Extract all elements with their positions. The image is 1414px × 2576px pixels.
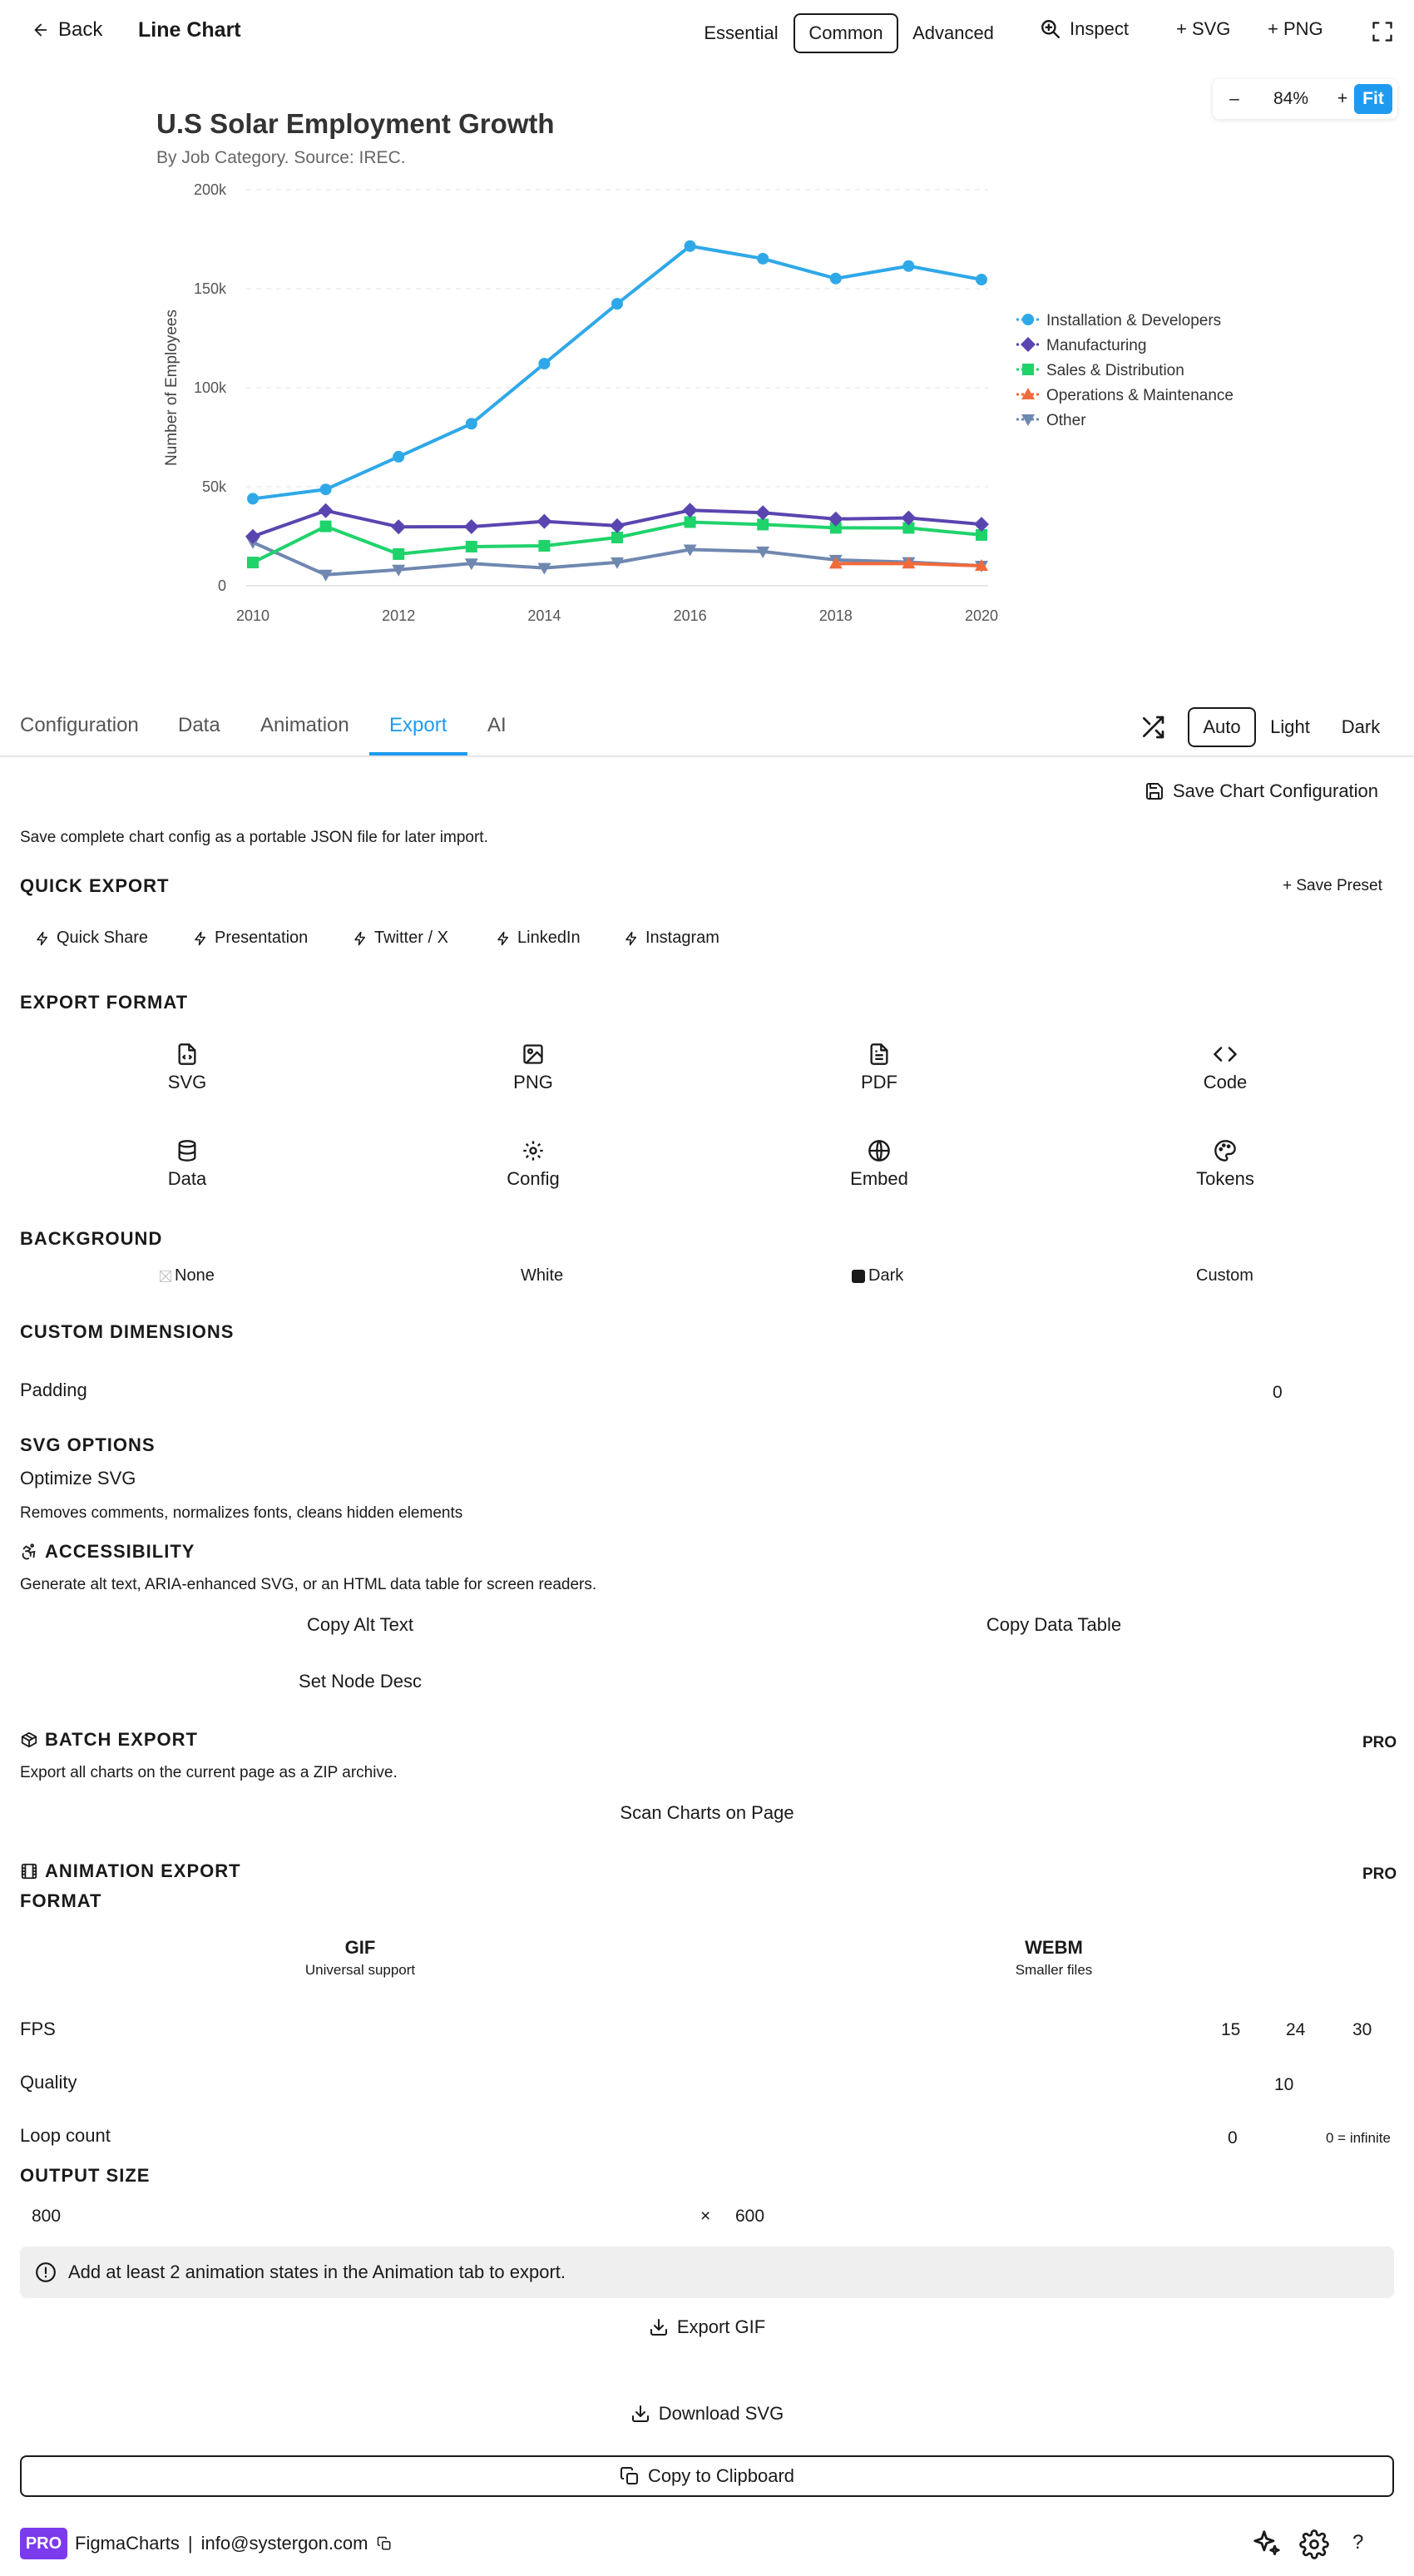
data-point [611, 298, 623, 310]
legend-marker [1022, 364, 1034, 375]
data-point [976, 274, 987, 285]
export-gif-button[interactable] [20, 2316, 1394, 2338]
background-none[interactable] [160, 1266, 215, 1286]
copy-data-table-button[interactable]: Copy Data Table [986, 1614, 1122, 1635]
format-data-button[interactable] [125, 1138, 250, 1190]
copy-alt-text-button[interactable]: Copy Alt Text [307, 1614, 413, 1635]
preset-label: Presentation [215, 929, 309, 947]
animation-format-heading: FORMAT [20, 1890, 102, 1911]
mode-tab-advanced[interactable]: Advanced [912, 22, 994, 43]
batch-export-header [20, 1729, 198, 1751]
help-button[interactable]: ? [1352, 2531, 1364, 2554]
format-config-button[interactable] [471, 1138, 596, 1190]
data-point [393, 451, 404, 463]
background-label: None [175, 1266, 215, 1285]
format-tokens-button[interactable] [1163, 1138, 1288, 1190]
y-tick-label: 150k [193, 280, 226, 297]
scan-charts-button[interactable]: Scan Charts on Page [620, 1802, 794, 1823]
accessibility-desc: Generate alt text, ARIA-enhanced SVG, or an HTML data table for screen readers. [20, 1576, 597, 1593]
lightning-icon [193, 930, 208, 947]
preset-instagram[interactable] [624, 929, 719, 948]
preset-presentation[interactable] [193, 929, 308, 948]
data-point [757, 253, 769, 265]
expand-icon[interactable] [1371, 20, 1394, 43]
data-point [464, 519, 479, 534]
tabs-divider [0, 755, 1414, 757]
brand-name: FigmaCharts [75, 2533, 180, 2554]
format-embed-button[interactable] [817, 1138, 942, 1190]
optimize-svg-toggle[interactable]: Optimize SVG [20, 1468, 136, 1489]
x-tick-label: 2010 [235, 607, 270, 624]
zoom-value: 84% [1273, 89, 1309, 108]
save-preset-button[interactable]: + Save Preset [1283, 877, 1382, 894]
loop-count-hint: 0 = infinite [1326, 2130, 1391, 2146]
shuffle-icon[interactable] [1140, 714, 1166, 741]
lightning-icon [35, 930, 50, 947]
pro-badge: PRO [1362, 1734, 1397, 1751]
zoom-in-button[interactable]: + [1337, 89, 1348, 108]
data-point [466, 418, 477, 429]
x-tick-label: 2014 [527, 607, 561, 624]
background-white[interactable]: White [521, 1266, 564, 1285]
background-label: Dark [868, 1266, 904, 1285]
custom-dimensions-heading: CUSTOM DIMENSIONS [20, 1321, 235, 1342]
footer-info [75, 2533, 392, 2554]
times-symbol: × [700, 2207, 711, 2226]
quality-input[interactable]: 10 [1274, 2075, 1294, 2094]
y-tick-label: 200k [193, 181, 226, 198]
background-heading: BACKGROUND [20, 1228, 163, 1249]
zoom-out-button[interactable]: – [1229, 89, 1239, 108]
top-bar [0, 0, 1414, 65]
lightning-icon [624, 930, 639, 947]
data-point [610, 518, 625, 533]
tab-export[interactable]: Export [389, 714, 447, 736]
pro-badge: PRO [1362, 1865, 1397, 1883]
legend-marker [1022, 314, 1034, 325]
mode-tab-essential[interactable]: Essential [704, 22, 779, 43]
tab-data[interactable]: Data [178, 714, 220, 736]
inspect-label: Inspect [1070, 18, 1129, 39]
data-point [319, 503, 334, 518]
loop-count-input[interactable]: 0 [1228, 2128, 1238, 2147]
zoom-in-icon [1040, 18, 1061, 40]
fps-option-30[interactable]: 30 [1352, 2020, 1372, 2039]
preset-quick-share[interactable] [35, 929, 148, 948]
film-icon [20, 1862, 38, 1880]
format-label: Config [507, 1168, 560, 1189]
series-line [253, 246, 981, 499]
lightning-icon [353, 930, 368, 947]
data-point [247, 557, 259, 568]
download-icon [630, 2404, 650, 2424]
format-label: Tokens [1196, 1168, 1254, 1189]
data-point [391, 519, 406, 534]
fps-option-24[interactable]: 24 [1286, 2020, 1306, 2039]
data-point [685, 516, 696, 528]
theme-dark[interactable]: Dark [1341, 716, 1381, 737]
transparent-swatch-icon [160, 1271, 171, 1282]
data-point [538, 358, 550, 369]
legend-label: Other [1046, 412, 1086, 429]
preset-label: Quick Share [57, 929, 149, 947]
format-pdf-button[interactable] [817, 1042, 942, 1093]
mode-tab-common[interactable]: Common [794, 13, 898, 53]
database-icon [125, 1138, 250, 1163]
loop-count-label: Loop count [20, 2125, 111, 2146]
data-point [320, 483, 332, 495]
copy-clipboard-button[interactable] [20, 2455, 1394, 2497]
format-label: PDF [861, 1072, 897, 1092]
add-png-button[interactable]: + PNG [1268, 18, 1323, 39]
fps-label: FPS [20, 2019, 56, 2039]
data-point [902, 260, 914, 272]
batch-export-desc: Export all charts on the current page as a ZIP archive. [20, 1764, 398, 1781]
format-label: PNG [513, 1072, 553, 1092]
y-axis-label: Number of Employees [163, 310, 180, 466]
data-point [320, 521, 332, 533]
legend-label: Manufacturing [1046, 337, 1147, 354]
package-icon [20, 1731, 38, 1749]
download-svg-button[interactable] [20, 2403, 1394, 2425]
format-webm-option[interactable] [714, 1937, 1394, 1979]
legend-label: Installation & Developers [1046, 312, 1222, 329]
save-config-label: Save Chart Configuration [1173, 780, 1379, 801]
padding-input[interactable]: 0 [1273, 1383, 1283, 1402]
y-tick-label: 50k [201, 478, 226, 495]
info-icon [35, 2261, 57, 2283]
line-chart [0, 166, 1414, 649]
background-custom[interactable]: Custom [1196, 1266, 1253, 1285]
preset-label: Instagram [645, 929, 719, 947]
file-text-icon [817, 1042, 942, 1067]
back-label: Back [58, 18, 103, 41]
quick-export-heading: QUICK EXPORT [20, 875, 170, 896]
data-point [247, 493, 259, 504]
zoom-fit-button[interactable]: Fit [1354, 84, 1392, 114]
background-dark[interactable] [852, 1266, 903, 1286]
format-label: Code [1203, 1072, 1248, 1092]
data-point [683, 503, 698, 518]
quality-label: Quality [20, 2072, 77, 2093]
output-size-heading: OUTPUT SIZE [20, 2165, 151, 2186]
x-tick-label: 2012 [382, 607, 416, 624]
footer-separator: | [187, 2533, 193, 2554]
animation-notice [20, 2247, 1394, 2298]
accessibility-icon [20, 1543, 38, 1561]
preset-twitter[interactable] [353, 929, 448, 948]
webm-desc: Smaller files [1015, 1962, 1093, 1978]
inspect-button[interactable] [1040, 18, 1129, 40]
image-icon [471, 1042, 596, 1067]
save-config-desc: Save complete chart config as a portable JSON file for later import. [20, 829, 488, 846]
output-width-input[interactable]: 800 [32, 2207, 62, 2226]
optimize-svg-desc: Removes comments, normalizes fonts, cleans hidden elements [20, 1504, 463, 1522]
x-tick-label: 2016 [673, 607, 707, 624]
file-code-icon [125, 1042, 250, 1067]
format-svg-button[interactable] [125, 1042, 250, 1093]
theme-light[interactable]: Light [1270, 716, 1310, 737]
format-gif-option[interactable] [20, 1937, 700, 1979]
data-point [611, 532, 623, 543]
data-point [536, 514, 551, 529]
x-tick-label: 2018 [818, 607, 853, 624]
sparkle-icon[interactable] [1251, 2528, 1283, 2559]
copy-icon[interactable] [377, 2536, 392, 2551]
back-button[interactable] [32, 18, 102, 42]
legend-label: Operations & Maintenance [1046, 387, 1234, 404]
data-point [466, 541, 477, 552]
format-code-button[interactable] [1163, 1042, 1288, 1093]
animation-export-header [20, 1860, 241, 1882]
tab-configuration[interactable]: Configuration [20, 714, 139, 736]
format-label: SVG [167, 1072, 207, 1092]
data-point [538, 540, 550, 552]
webm-label: WEBM [1025, 1937, 1083, 1958]
format-label: Embed [850, 1168, 908, 1189]
export-format-heading: EXPORT FORMAT [20, 992, 189, 1013]
gif-label: GIF [344, 1937, 376, 1958]
chart-subtitle: By Job Category. Source: IREC. [156, 148, 406, 167]
theme-auto[interactable]: Auto [1188, 707, 1256, 747]
accessibility-header [20, 1541, 195, 1563]
page-title: Line Chart [138, 18, 241, 42]
add-svg-button[interactable]: + SVG [1176, 18, 1231, 39]
animation-export-heading: ANIMATION EXPORT [45, 1860, 241, 1881]
y-tick-label: 0 [217, 577, 226, 594]
preset-linkedin[interactable] [496, 929, 581, 948]
code-icon [1163, 1042, 1288, 1067]
y-tick-label: 100k [193, 379, 226, 396]
export-gif-label: Export GIF [676, 2316, 766, 2337]
accessibility-heading: ACCESSIBILITY [45, 1541, 195, 1562]
palette-icon [1163, 1138, 1288, 1163]
gear-icon [471, 1138, 596, 1163]
tab-ai[interactable]: AI [487, 714, 507, 736]
gear-icon[interactable] [1299, 2529, 1329, 2559]
format-label: Data [167, 1168, 207, 1189]
output-height-input[interactable]: 600 [735, 2207, 765, 2226]
arrow-left-icon [32, 21, 50, 39]
tab-animation[interactable]: Animation [260, 714, 349, 736]
data-point [757, 518, 769, 530]
fps-option-15[interactable]: 15 [1221, 2020, 1241, 2039]
data-point [830, 273, 842, 285]
floppy-disk-icon [1145, 781, 1164, 801]
svg-options-heading: SVG OPTIONS [20, 1434, 156, 1455]
format-png-button[interactable] [471, 1042, 596, 1093]
copy-icon [620, 2466, 640, 2486]
x-tick-label: 2020 [964, 607, 999, 624]
padding-label: Padding [20, 1380, 87, 1400]
legend-marker [1021, 337, 1036, 352]
lightning-icon [496, 930, 511, 947]
set-node-desc-button[interactable]: Set Node Desc [299, 1671, 422, 1692]
preset-label: LinkedIn [517, 929, 581, 947]
footer-pro-badge: PRO [20, 2528, 67, 2559]
data-point [245, 529, 260, 544]
preset-label: Twitter / X [374, 929, 448, 947]
email-link[interactable]: info@systergon.com [200, 2533, 368, 2554]
gif-desc: Universal support [304, 1962, 416, 1978]
notice-text: Add at least 2 animation states in the Animation tab to export. [68, 2261, 566, 2282]
batch-export-heading: BATCH EXPORT [45, 1729, 198, 1750]
chart-title: U.S Solar Employment Growth [156, 108, 555, 139]
data-point [755, 505, 770, 520]
data-point [393, 548, 404, 560]
copy-clipboard-label: Copy to Clipboard [647, 2465, 795, 2486]
download-svg-label: Download SVG [658, 2403, 784, 2424]
dark-swatch-icon [852, 1270, 865, 1283]
save-config-button[interactable] [1145, 780, 1378, 802]
legend-label: Sales & Distribution [1046, 362, 1184, 379]
globe-icon [817, 1138, 942, 1163]
data-point [685, 240, 696, 252]
download-icon [649, 2317, 669, 2337]
zoom-control [1213, 79, 1397, 119]
